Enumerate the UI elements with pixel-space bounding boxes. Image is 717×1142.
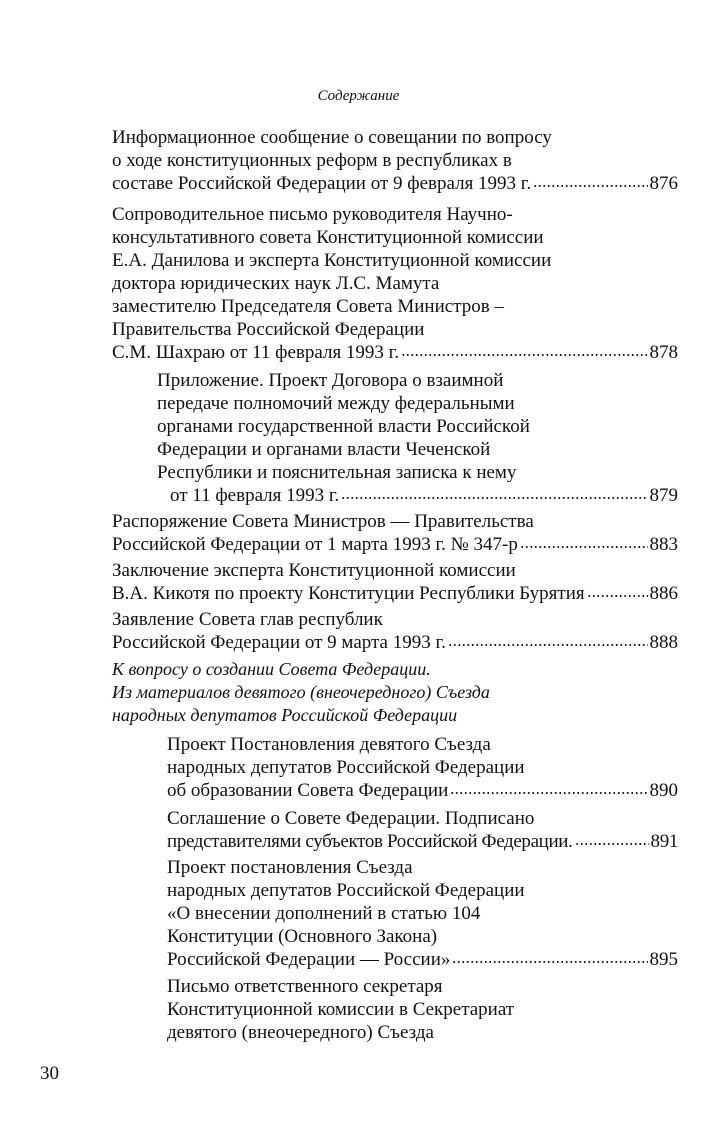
entry-line [167,733,678,756]
page-number: 30 [40,1063,59,1084]
entry-text: народных депутатов Российской Федерации [167,880,525,901]
dot-leader [575,842,649,846]
entry-line [112,249,678,272]
entry-text: Конституции (Основного Закона) [167,926,438,947]
entry-text: Федерации и органами власти Чеченской [157,439,491,460]
dot-leader [452,960,647,964]
entry-line [112,341,678,364]
toc-entry[interactable] [112,203,678,364]
page-ref: 890 [649,780,678,801]
entry-line [112,295,678,318]
entry-line [167,830,678,853]
entry-text: представителями субъектов Российской Федерации. [167,831,573,852]
entry-text: Российской Федерации от 9 марта 1993 г. [112,632,446,653]
page-ref: 876 [649,173,678,194]
toc-entry[interactable] [112,126,678,195]
section-title-line: народных депутатов Российской Федерации [112,705,458,725]
entry-line [157,392,678,415]
entry-line [167,902,678,925]
entry-text: Проект Постановления девятого Съезда [167,734,491,755]
toc-entry[interactable] [112,510,678,556]
entry-line [157,438,678,461]
entry-text: консультативного совета Конституционной комиссии [112,227,544,248]
entry-line [157,461,678,484]
entry-text: о ходе конституционных реформ в республиках в [112,150,512,171]
entry-line [157,484,678,507]
dot-leader [401,353,647,357]
page-ref: 878 [649,342,678,363]
toc-entry-sub[interactable] [167,807,678,853]
entry-line [167,1021,678,1044]
entry-line [112,559,678,582]
entry-line [167,925,678,948]
toc-entry[interactable] [112,608,678,654]
page-ref: 883 [649,534,678,555]
entry-text: Приложение. Проект Договора о взаимной [157,370,504,391]
entry-line [112,126,678,149]
entry-line [157,369,678,392]
toc-entry[interactable] [112,559,678,605]
entry-line [112,533,678,556]
entry-line [167,975,678,998]
entry-text: Заключение эксперта Конституционной комиссии [112,560,516,581]
entry-line [167,879,678,902]
entry-text: Информационное сообщение о совещании по вопросу [112,127,552,148]
entry-text: от 11 февраля 1993 г. [170,485,340,506]
entry-line [112,608,678,631]
entry-text: Письмо ответственного секретаря [167,976,443,997]
page-ref: 886 [649,583,678,604]
page-ref: 895 [649,949,678,970]
toc-entry-sub[interactable] [167,733,678,802]
entry-text: Конституционной комиссии в Секретариат [167,999,515,1020]
entry-line [112,631,678,654]
entry-text: органами государственной власти Российской [157,416,530,437]
page-ref: 888 [649,632,678,653]
entry-text: народных депутатов Российской Федерации [167,757,525,778]
entry-line [167,998,678,1021]
entry-text: Правительства Российской Федерации [112,319,425,340]
entry-line [112,149,678,172]
entry-text: заместителю Председателя Совета Министров – [112,296,504,317]
entry-text: Распоряжение Совета Министров — Правительства [112,511,534,532]
entry-text: Заявление Совета глав республик [112,609,383,630]
entry-text: С.М. Шахраю от 11 февраля 1993 г. [112,342,400,363]
section-title [112,658,490,727]
dot-leader [587,594,648,598]
page-ref: 891 [650,831,678,852]
entry-text: «О внесении дополнений в статью 104 [167,903,481,924]
dot-leader [341,496,647,500]
entry-line [112,226,678,249]
entry-line [112,203,678,226]
entry-line [112,582,678,605]
entry-line [112,510,678,533]
entry-line [167,948,678,971]
entry-line [112,318,678,341]
toc-entry-sub[interactable] [167,975,678,1044]
entry-text: Российской Федерации — России» [167,949,451,970]
entry-line [167,856,678,879]
entry-line [112,272,678,295]
entry-line [112,172,678,195]
entry-text: Российской Федерации от 1 марта 1993 г. № 347-р [112,534,518,555]
toc-entry-sub[interactable] [167,856,678,971]
entry-line [167,779,678,802]
section-title-line: Из материалов девятого (внеочередного) Съезда [112,682,490,702]
entry-text: девятого (внеочередного) Съезда [167,1022,434,1043]
entry-line [167,807,678,830]
entry-text: В.А. Кикотя по проекту Конституции Республики Бурятия [112,583,585,604]
page-ref: 879 [649,485,678,506]
running-head: Содержание [317,88,400,104]
entry-text: Проект постановления Съезда [167,857,413,878]
toc-entry-sub[interactable] [157,369,678,507]
dot-leader [520,545,648,549]
section-title-line: К вопросу о создании Совета Федерации. [112,659,431,679]
dot-leader [533,184,647,188]
entry-text: Республики и пояснительная записка к нему [157,462,517,483]
entry-text: Е.А. Данилова и эксперта Конституционной комиссии [112,250,552,271]
entry-text: составе Российской Федерации от 9 февраля 1993 г. [112,173,532,194]
dot-leader [450,791,647,795]
entry-line [157,415,678,438]
entry-text: доктора юридических наук Л.С. Мамута [112,273,440,294]
entry-text: об образовании Совета Федерации [167,780,449,801]
dot-leader [448,643,648,647]
entry-text: Сопроводительное письмо руководителя Научно- [112,204,513,225]
entry-text: передаче полномочий между федеральными [157,393,515,414]
entry-text: Соглашение о Совете Федерации. Подписано [167,808,535,829]
entry-line [167,756,678,779]
